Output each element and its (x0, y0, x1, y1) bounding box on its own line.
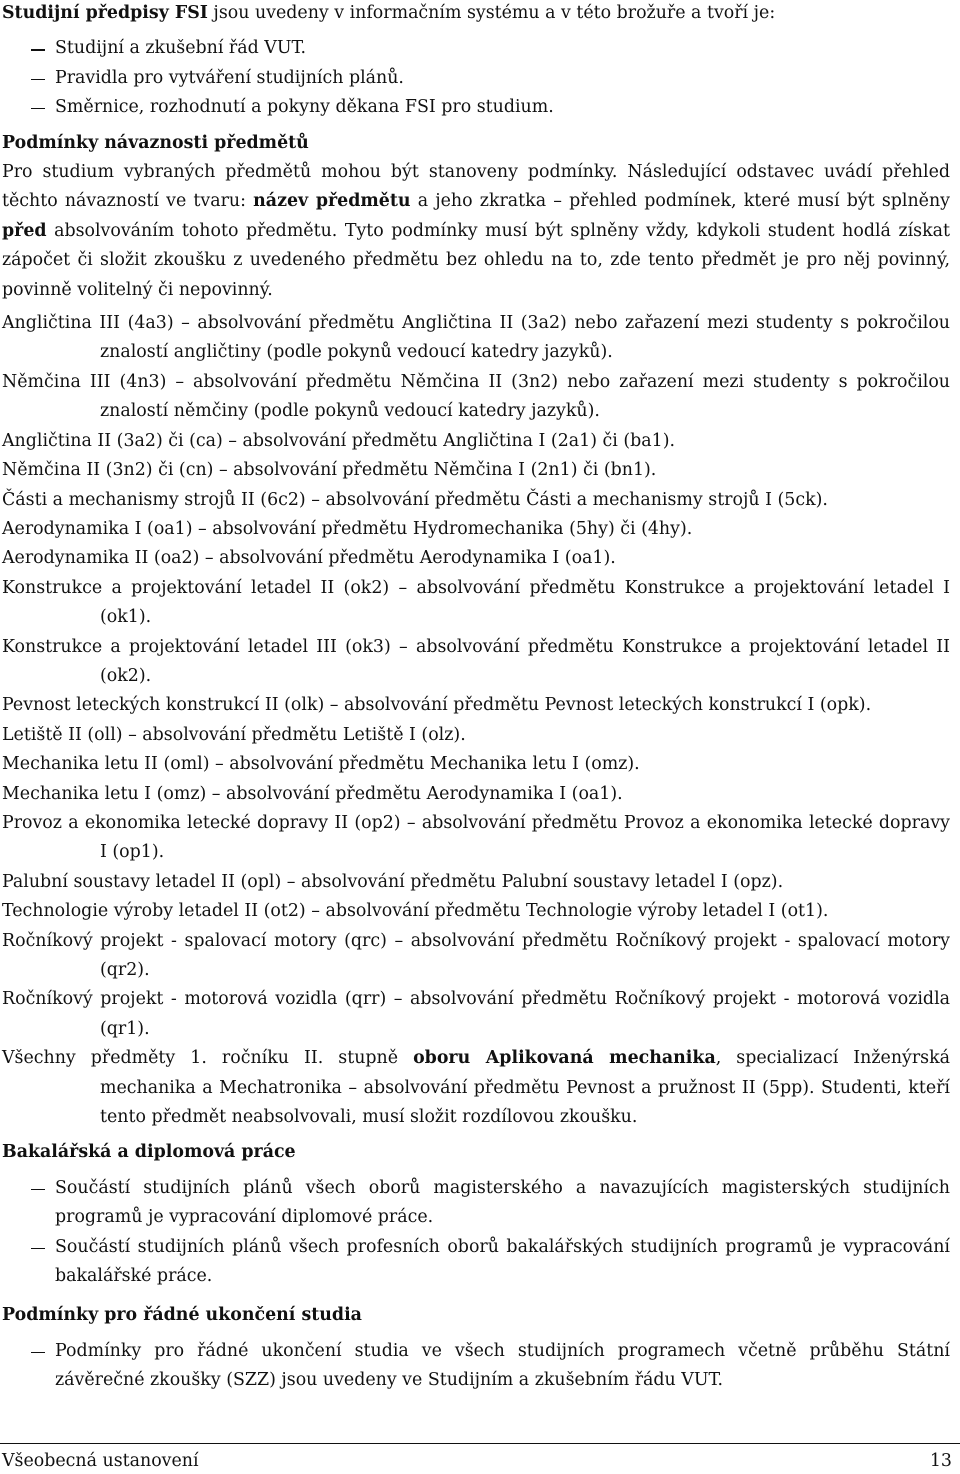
term-before: před (2, 220, 47, 241)
prereq-entry: Části a mechanismy strojů II (6c2) – absolvování předmětu Části a mechanismy strojů I (5ck). (2, 489, 828, 510)
regulations-list (2, 34, 950, 122)
prereq-entry: Aerodynamika II (oa2) – absolvování předmětu Aerodynamika I (oa1). (2, 548, 616, 569)
prereq-entry: Mechanika letu II (oml) – absolvování předmětu Mechanika letu I (omz). (2, 754, 640, 775)
list-item: Pravidla pro vytváření studijních plánů. (2, 64, 950, 93)
prereq-entry: Konstrukce a projektování letadel III (ok3) – absolvování předmětu Konstrukce a projektování letadel II (ok2). (2, 636, 950, 686)
prereq-entry: Ročníkový projekt - spalovací motory (qrc) – absolvování předmětu Ročníkový projekt - spalovací motory (qr2). (2, 930, 950, 980)
page-footer (2, 1448, 952, 1474)
prereq-entry: Němčina II (3n2) či (cn) – absolvování předmětu Němčina I (2n1) či (bn1). (2, 460, 657, 481)
prereq-entry: Mechanika letu I (omz) – absolvování předmětu Aerodynamika I (oa1). (2, 783, 623, 804)
intro-lead-bold: Studijní předpisy FSI (2, 3, 208, 23)
term-course-name: název předmětu (253, 191, 411, 212)
list-item: Směrnice, rozhodnutí a pokyny děkana FSI pro studium. (2, 93, 950, 122)
prereq-entry: Němčina III (4n3) – absolvování předmětu Němčina II (3n2) nebo zařazení mezi studenty s pokročilou znalostí němčiny (podle pokynů vedoucí katedry jazyků). (2, 371, 950, 422)
prereq-entry: Aerodynamika I (oa1) – absolvování předmětu Hydromechanika (5hy) či (4hy). (2, 518, 693, 539)
document-page (2, 0, 950, 1396)
list-item: Součástí studijních plánů všech profesních oborů bakalářských studijních programů je vypracování bakalářské práce. (2, 1233, 950, 1292)
theses-list (2, 1174, 950, 1292)
prereq-entry: Ročníkový projekt - motorová vozidla (qrr) – absolvování předmětu Ročníkový projekt - motorová vozidla (qr1). (2, 989, 950, 1039)
section-heading-theses: Bakalářská a diplomová práce (2, 1142, 296, 1163)
list-item: Studijní a zkušební řád VUT. (2, 34, 950, 63)
page-number: 13 (929, 1451, 952, 1471)
prereq-entry: Provoz a ekonomika letecké dopravy II (op2) – absolvování předmětu Provoz a ekonomika letecké dopravy I (op1). (2, 812, 950, 863)
prereq-entry: Palubní soustavy letadel II (opl) – absolvování předmětu Palubní soustavy letadel I (opz). (2, 871, 784, 892)
prereq-entry: Angličtina III (4a3) – absolvování předmětu Angličtina II (3a2) nebo zařazení mezi studenty s pokročilou znalostí angličtiny (podle pokynů vedoucí katedry jazyků). (2, 313, 950, 363)
prerequisites-intro-paragraph: Pro studium vybraných předmětů mohou být stanoveny podmínky. Následující odstavec uvádí přehled těchto návazností ve tvaru: název předmětu a jeho zkratka – přehled podmínek, které musí být splněny před absolvováním tohoto předmětu. Tyto podmínky musí být splněny vždy, kdykoli student hodlá získat zápočet či složit zkoušku z uvedeného předmětu bez ohledu na to, zde tento předmět je pro něj povinný, povinně volitelný či nepovinný. (2, 162, 950, 300)
term-applied-mechanics: oboru Aplikovaná mechanika (413, 1048, 716, 1069)
footer-divider (0, 1443, 960, 1444)
prereq-entry: Letiště II (oll) – absolvování předmětu Letiště I (olz). (2, 724, 466, 745)
list-item: Součástí studijních plánů všech oborů magisterského a navazujících magisterských studijních programů je vypracování diplomové práce. (2, 1174, 950, 1233)
prereq-entry: Pevnost leteckých konstrukcí II (olk) – absolvování předmětu Pevnost leteckých konstrukcí I (opk). (2, 695, 872, 716)
list-item: Podmínky pro řádné ukončení studia ve všech studijních programech včetně průběhu Státní závěrečné zkoušky (SZZ) jsou uvedeny ve Studijním a zkušebním řádu VUT. (2, 1337, 950, 1396)
prereq-entry: Technologie výroby letadel II (ot2) – absolvování předmětu Technologie výroby letadel I (ot1). (2, 901, 829, 922)
section-heading-prerequisites: Podmínky návaznosti předmětů (2, 132, 309, 153)
footer-chapter-title: Všeobecná ustanovení (2, 1451, 199, 1471)
prereq-entry: Angličtina II (3a2) či (ca) – absolvování předmětu Angličtina I (2a1) či (ba1). (2, 430, 676, 451)
prereq-entry-applied-mechanics: Všechny předměty 1. ročníku II. stupně oboru Aplikovaná mechanika, specializací Inženýrská mechanika a Mechatronika – absolvování předmětu Pevnost a pružnost II (5pp). Studenti, kteří tento předmět neabsolvovali, musí složit rozdílovou zkoušku. (2, 1048, 950, 1128)
prerequisite-entries (2, 309, 950, 1132)
completion-list (2, 1337, 950, 1396)
intro-lead-text: jsou uvedeny v informačním systému a v této brožuře a tvoří je: (207, 3, 776, 23)
section-heading-completion: Podmínky pro řádné ukončení studia (2, 1305, 362, 1326)
intro-sentence (2, 0, 950, 28)
prereq-entry: Konstrukce a projektování letadel II (ok2) – absolvování předmětu Konstrukce a projektování letadel I (ok1). (2, 577, 950, 628)
